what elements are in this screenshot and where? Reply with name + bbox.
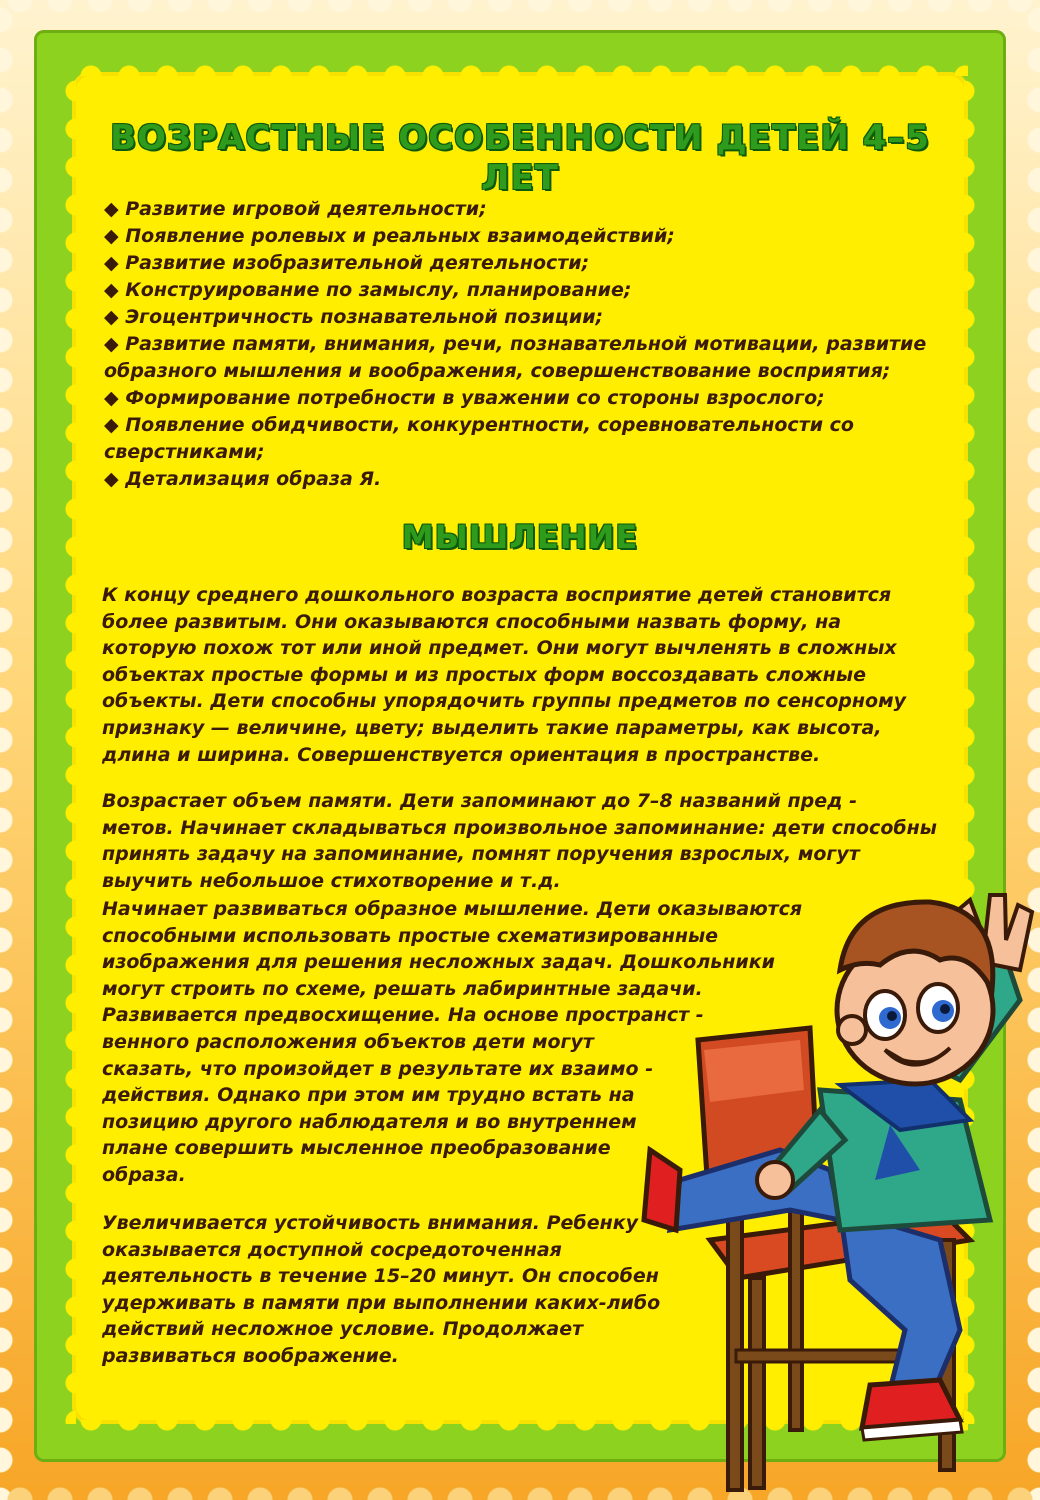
text-line: Возрастает объем памяти. Дети запоминают до 7–8 названий пред - xyxy=(102,790,857,812)
text-line: метов. Начинает складываться произвольное запоминание: дети способны xyxy=(102,816,937,839)
text-line: изображения для решения несложных задач. Дошкольники xyxy=(102,951,775,974)
list-item: ◆ Формирование потребности в уважении со стороны взрослого; xyxy=(104,385,940,412)
paragraph-attention xyxy=(102,1210,660,1370)
text-line: способными использовать простые схематизированные xyxy=(102,924,719,947)
text-line: венного расположения объектов дети могут xyxy=(102,1030,594,1053)
text-line: могут строить по схеме, решать лабиринтные задачи. xyxy=(102,977,703,1000)
text-line: объектах простые формы и из простых форм воссоздавать сложные xyxy=(102,663,866,686)
text-line: образа. xyxy=(102,1163,186,1186)
text-line: действий несложное условие. Продолжает xyxy=(102,1318,584,1341)
text-line: объекты. Дети способны упорядочить группы предметов по сенсорному xyxy=(102,690,906,713)
text-line: длина и ширина. Совершенствуется ориентация в пространстве. xyxy=(102,743,821,766)
frame-scallop-top xyxy=(0,0,1040,24)
text-line: позицию другого наблюдателя и во внутреннем xyxy=(102,1110,637,1133)
list-item: ◆ Развитие изобразительной деятельности; xyxy=(104,250,940,277)
text-line: которую похож тот или иной предмет. Они могут вычленять в сложных xyxy=(102,637,897,660)
boy-on-chair-illustration xyxy=(640,880,1040,1500)
text-line: оказывается доступной сосредоточенная xyxy=(102,1238,562,1261)
boy-head xyxy=(837,902,993,1084)
list-item: ◆ Конструирование по замыслу, планирование; xyxy=(104,277,940,304)
text-line: принять задачу на запоминание, помнят поручения взрослых, могут xyxy=(102,843,860,866)
features-list xyxy=(104,196,940,493)
text-line: сказать, что произойдет в результате их взаимо - xyxy=(102,1057,654,1080)
text-line: деятельность в течение 15–20 минут. Он способен xyxy=(102,1265,659,1288)
text-line: развиваться воображение. xyxy=(102,1344,399,1367)
page-title: ВОЗРАСТНЫЕ ОСОБЕННОСТИ ДЕТЕЙ 4–5 ЛЕТ xyxy=(110,118,930,198)
text-line: выучить небольшое стихотворение и т.д. xyxy=(102,869,561,892)
text-line: признаку — величине, цвету; выделить такие параметры, как высота, xyxy=(102,716,882,739)
frame-scallop-left xyxy=(0,0,28,1500)
list-item: ◆ Эгоцентричность познавательной позиции; xyxy=(104,304,940,331)
list-item: ◆ Развитие игровой деятельности; xyxy=(104,196,940,223)
text-line: плане совершить мысленное преобразование xyxy=(102,1137,611,1160)
text-line: Увеличивается устойчивость внимания. Ребенку xyxy=(102,1212,638,1234)
text-line: более развитым. Они оказываются способными назвать форму, на xyxy=(102,610,842,633)
paragraph-memory xyxy=(102,788,937,894)
list-item: ◆ Развитие памяти, внимания, речи, познавательной мотивации, развитие образного мышления и воображения, совершенствование восприятия; xyxy=(104,331,940,385)
list-item: ◆ Появление ролевых и реальных взаимодействий; xyxy=(104,223,940,250)
text-line: К концу среднего дошкольного возраста восприятие детей становится xyxy=(102,584,892,606)
boy-shirt xyxy=(820,1080,990,1230)
list-item: ◆ Детализация образа Я. xyxy=(104,466,940,493)
text-line: удерживать в памяти при выполнении каких-либо xyxy=(102,1291,661,1314)
text-line: Начинает развиваться образное мышление. Дети оказываются xyxy=(102,898,803,920)
list-item: ◆ Появление обидчивости, конкурентности, соревновательности со сверстниками; xyxy=(104,412,940,466)
section-title-thinking: МЫШЛЕНИЕ xyxy=(401,518,639,556)
paragraph-perception xyxy=(102,582,906,768)
text-line: действия. Однако при этом им трудно встать на xyxy=(102,1084,635,1107)
text-line: Развивается предвосхищение. На основе пространст - xyxy=(102,1004,704,1027)
